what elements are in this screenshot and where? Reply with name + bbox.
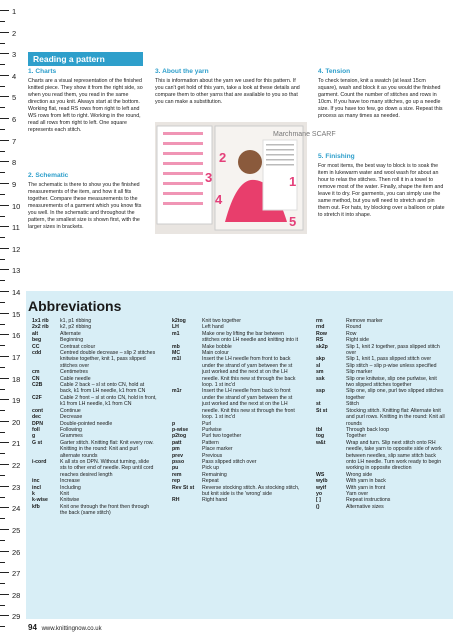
abbreviation-definition: Knit xyxy=(60,490,69,497)
abbreviation-term: DPN xyxy=(32,420,43,427)
abbreviation-definition: Cable 2 back – sl st onto CN, hold at back, k1 from LH needle, k1 from CN xyxy=(60,382,146,395)
abbreviation-definition: Double-pointed needle xyxy=(60,420,113,427)
abbreviation-row xyxy=(32,504,157,517)
ruler-number: 7 xyxy=(12,137,17,146)
ruler-tick xyxy=(0,194,5,195)
ruler-tick xyxy=(0,10,9,11)
abbreviation-definition: Row xyxy=(346,330,357,337)
abbreviation-definition: Contrast colour xyxy=(60,343,96,350)
abbreviation-term: 2x2 rib xyxy=(32,324,49,331)
abbreviation-definition: Repeat instructions xyxy=(346,497,391,504)
abbreviation-term: dec xyxy=(32,414,41,421)
abbreviation-definition: Purlwise xyxy=(202,426,222,433)
abbreviation-term: w&t xyxy=(316,439,326,446)
ruler-tick xyxy=(0,389,5,390)
ruler-number: 26 xyxy=(12,548,21,557)
ruler-number: 25 xyxy=(12,526,21,535)
abbreviation-term: alt xyxy=(32,330,39,337)
abbreviation-term: RH xyxy=(172,497,180,504)
abbreviation-term: prev xyxy=(172,452,183,459)
ruler-tick xyxy=(0,562,5,563)
ruler-tick xyxy=(0,280,5,281)
abbreviation-definition: Pattern xyxy=(202,439,219,446)
abbreviation-definition: Left hand xyxy=(202,324,224,331)
ruler-tick xyxy=(0,334,9,335)
ruler-tick xyxy=(0,183,9,184)
ruler-number: 11 xyxy=(12,223,20,232)
abbreviation-definition: Repeat xyxy=(202,478,219,485)
pattern-page-image xyxy=(155,122,336,234)
abbreviation-term: p2tog xyxy=(172,433,187,440)
ruler-tick xyxy=(0,464,9,465)
abbreviation-term: incl xyxy=(32,484,41,491)
abbreviation-term: C2B xyxy=(32,382,43,389)
abbreviation-term: G st xyxy=(32,439,43,446)
svg-text:1: 1 xyxy=(289,174,297,189)
abbreviation-term: LH xyxy=(172,324,179,331)
abbreviation-definition: Garter stitch. Knitting flat: Knit every row. Knitting in the round: Knit and purl alternate rounds xyxy=(60,439,154,459)
abbreviation-term: rep xyxy=(172,478,181,485)
ruler-number: 20 xyxy=(12,418,21,427)
ruler-tick xyxy=(0,216,5,217)
ruler-tick xyxy=(0,32,9,33)
ruler-tick xyxy=(0,345,5,346)
abbreviation-row xyxy=(316,408,446,427)
finishing-section xyxy=(318,153,446,219)
ruler-number: 14 xyxy=(12,288,21,297)
abbreviation-definition: Slip one knitwise, slip one purlwise, knit two slipped stitches together xyxy=(346,375,437,389)
ruler-tick xyxy=(0,205,9,206)
ruler-tick xyxy=(0,442,9,443)
abbreviation-term: m1r xyxy=(172,388,182,395)
ruler-number: 28 xyxy=(12,591,21,600)
abbreviation-term: i-cord xyxy=(32,458,47,465)
abbreviation-term: g xyxy=(32,433,36,440)
abbreviation-definition: Place marker xyxy=(202,446,233,453)
ruler-number: 19 xyxy=(12,396,21,405)
abbreviations-title: Abbreviations xyxy=(28,298,122,314)
ruler-tick xyxy=(0,572,9,573)
ruler-tick xyxy=(0,21,5,22)
abbreviation-row xyxy=(172,331,300,344)
ruler-tick xyxy=(0,432,5,433)
footer-url: www.knittingnow.co.uk xyxy=(41,626,102,632)
ruler-tick xyxy=(0,86,5,87)
ruler-tick xyxy=(0,507,9,508)
ruler-tick xyxy=(0,118,9,119)
abbreviations-column-2 xyxy=(172,318,300,504)
ruler-tick xyxy=(0,291,9,292)
ruler-number: 15 xyxy=(12,310,21,319)
finishing-heading: 5. Finishing xyxy=(318,153,355,160)
abbreviation-row xyxy=(316,504,446,510)
abbreviation-row xyxy=(172,388,300,420)
abbreviation-definition: Centred double decrease – slip 2 stitches knitwise together, knit 1, pass slipped stitches over xyxy=(60,350,156,369)
ruler-tick xyxy=(0,421,9,422)
abbreviation-term: inc xyxy=(32,478,40,485)
abbreviation-definition: Decrease xyxy=(60,414,83,421)
abbreviation-definition: Wrong side xyxy=(346,471,373,478)
charts-body: Charts are a visual representation of the finished knitted piece. They show it from the right side, so when you read them, you read in the same direction as you knit. Always start at the bottom. Working flat, read RS rows from right to left and WS rows from left to right. Working in the round, read all rows from right to left. One square represents each stitch. xyxy=(28,78,143,133)
abbreviation-term: rem xyxy=(172,471,182,478)
abbreviation-definition: Continue xyxy=(60,407,81,414)
ruler-number: 22 xyxy=(12,461,21,470)
abbreviation-term: C2F xyxy=(32,394,42,401)
abbreviation-term: cont xyxy=(32,407,43,414)
abbreviation-definition: Slip marker xyxy=(346,369,373,376)
abbreviation-term: cdd xyxy=(32,350,42,357)
abbreviation-definition: Centimetres xyxy=(60,369,88,376)
abbreviation-term: CC xyxy=(32,343,40,350)
abbreviation-row xyxy=(32,440,157,459)
abbreviation-term: Row xyxy=(316,330,327,337)
ruler-number: 24 xyxy=(12,504,21,513)
ruler-tick xyxy=(0,226,9,227)
tension-heading: 4. Tension xyxy=(318,68,351,75)
abbreviation-term: rm xyxy=(316,318,323,324)
abbreviation-definition: Right hand xyxy=(202,497,228,504)
abbreviation-term: k-wise xyxy=(32,497,48,504)
abbreviation-definition: Cable needle xyxy=(60,375,91,382)
abbreviation-row xyxy=(316,388,446,401)
ruler-tick xyxy=(0,356,9,357)
abbreviation-term: RS xyxy=(316,337,324,344)
ruler-number: 17 xyxy=(12,353,21,362)
abbreviation-term: tbl xyxy=(316,426,323,433)
abbreviation-term: beg xyxy=(32,337,42,344)
abbreviation-definition: Insert the LH needle from front to back under the strand of yarn between the st just worked and the next st on the LH needle. Knit this new st through the back loop. 1 st inc'd xyxy=(202,356,296,389)
abbreviation-definition: Stocking stitch. Knitting flat: Alternate knit and purl rows. Knitting in the round: Knit all rounds xyxy=(346,407,445,427)
abbreviation-definition: Previous xyxy=(202,452,223,459)
abbreviation-row xyxy=(32,350,157,369)
ruler-tick xyxy=(0,410,5,411)
ruler-tick xyxy=(0,324,5,325)
abbreviation-term: patt xyxy=(172,439,182,446)
abbreviation-term: Rev St st xyxy=(172,484,195,491)
abbreviation-definition: k1, p1 ribbing xyxy=(60,318,92,324)
abbreviation-definition: Purl xyxy=(202,420,212,427)
ruler-tick xyxy=(0,43,5,44)
ruler-tick xyxy=(0,269,9,270)
abbreviation-row xyxy=(316,376,446,389)
abbreviation-term: k xyxy=(32,490,35,497)
ruler-number: 5 xyxy=(12,93,17,102)
abbreviation-definition: With yarn in back xyxy=(346,478,386,485)
ruler-number: 18 xyxy=(12,375,21,384)
abbreviation-row xyxy=(172,485,300,498)
abbreviation-term: skp xyxy=(316,356,325,363)
ruler-tick xyxy=(0,172,5,173)
abbreviation-term: m1 xyxy=(172,330,180,337)
abbreviation-row xyxy=(32,459,157,478)
ruler-number: 16 xyxy=(12,331,21,340)
ruler-number: 27 xyxy=(12,569,21,578)
ruler-tick xyxy=(0,583,5,584)
abbreviation-term: ssp xyxy=(316,388,325,395)
abbreviation-term: wyif xyxy=(316,484,327,491)
abbreviation-definition: With yarn in front xyxy=(346,484,386,491)
abbreviation-term: MC xyxy=(172,350,181,357)
ruler-tick xyxy=(0,129,5,130)
abbreviation-term: p xyxy=(172,420,176,427)
yarn-heading: 3. About the yarn xyxy=(155,68,209,75)
abbreviation-definition: Beginning xyxy=(60,337,84,344)
abbreviation-definition: Slip stitch – slip p-wise unless specified xyxy=(346,362,437,369)
ruler-number: 2 xyxy=(12,29,17,38)
abbreviation-definition: Right side xyxy=(346,337,370,344)
page-ruler xyxy=(0,0,24,640)
abbreviation-term: k2tog xyxy=(172,318,186,324)
ruler-tick xyxy=(0,64,5,65)
image-caption: Marchmane SCARF xyxy=(273,131,336,138)
abbreviation-definition: Remove marker xyxy=(346,318,383,324)
abbreviation-definition: Round xyxy=(346,324,362,331)
abbreviation-term: () xyxy=(316,503,320,510)
abbreviation-term: yo xyxy=(316,490,323,497)
abbreviation-definition: Following xyxy=(60,426,82,433)
abbreviation-definition: Alternative sizes xyxy=(346,503,384,510)
abbreviation-definition: Stitch xyxy=(346,401,359,408)
ruler-tick xyxy=(0,313,9,314)
abbreviation-term: foll xyxy=(32,426,40,433)
ruler-tick xyxy=(0,605,5,606)
abbreviation-term: mb xyxy=(172,343,180,350)
ruler-tick xyxy=(0,615,9,616)
section-title: Reading a pattern xyxy=(28,52,143,66)
abbreviation-term: sl xyxy=(316,362,321,369)
abbreviation-definition: Make bobble xyxy=(202,343,232,350)
ruler-number: 10 xyxy=(12,202,21,211)
abbreviation-definition: Wrap and turn. Slip next stitch onto RH needle, take yarn to opposite side of work between needles, slip same stitch back onto LH needle. Turn work ready to begin working in opposite direction xyxy=(346,439,442,472)
svg-text:2: 2 xyxy=(219,150,227,165)
abbreviation-term: St st xyxy=(316,407,328,414)
ruler-tick xyxy=(0,161,9,162)
ruler-number: 21 xyxy=(12,439,21,448)
abbreviation-row xyxy=(32,395,157,408)
finishing-body: For most items, the best way to block is to soak the item in lukewarm water and wool wash for about an hour to relax the stitches. Then roll it in a towel to remove most of the water. Finally, shape the item and leave it to dry. For garments, you can simply use the same method, but you will need to stretch and pin them out. For hats, try blocking over a balloon or plate to stretch it into shape. xyxy=(318,163,445,218)
schematic-section xyxy=(28,172,146,231)
abbreviation-definition: Alternate xyxy=(60,330,81,337)
abbreviation-definition: Through back loop xyxy=(346,426,389,433)
yarn-section xyxy=(155,68,305,106)
ruler-tick xyxy=(0,259,5,260)
abbreviation-definition: Grammes xyxy=(60,433,83,440)
abbreviation-definition: Pick up xyxy=(202,465,220,472)
abbreviation-definition: Knit two together xyxy=(202,318,241,324)
ruler-number: 29 xyxy=(12,612,21,621)
abbreviation-definition: Knitwise xyxy=(60,497,80,504)
ruler-number: 4 xyxy=(12,72,17,81)
abbreviation-definition: Increase xyxy=(60,478,80,485)
charts-section xyxy=(28,68,146,134)
ruler-tick xyxy=(0,497,5,498)
abbreviation-term: pu xyxy=(172,465,179,472)
ruler-tick xyxy=(0,529,9,530)
abbreviation-row xyxy=(32,382,157,395)
tension-body: To check tension, knit a swatch (at least 15cm square), wash and block it as you would the finished garment. Count the number of stitches and rows in 10cm. If you have too many stitches, go up a needle size. If you have too few, go down a size. Repeat this process as many times as needed. xyxy=(318,78,443,119)
yarn-body: This is information about the yarn we used for this pattern. If you can't get hold of this yarn, take a look at these details and compare them to other yarns that are available to you so that you can make a substitution. xyxy=(155,78,300,105)
ruler-tick xyxy=(0,107,5,108)
abbreviation-definition: Purl two together xyxy=(202,433,242,440)
ruler-tick xyxy=(0,151,5,152)
abbreviation-definition: k2, p2 ribbing xyxy=(60,324,92,331)
abbreviation-term: sm xyxy=(316,369,324,376)
abbreviation-term: CN xyxy=(32,375,40,382)
abbreviation-definition: Slip one, slip one, purl two slipped stitches together xyxy=(346,388,444,401)
svg-text:3: 3 xyxy=(205,170,213,185)
abbreviation-definition: K all sts on DPN. Without turning, slide sts to other end of needle. Rep until cord reaches desired length xyxy=(60,458,154,478)
abbreviation-definition: Slip 1, knit 2 together, pass slipped stitch over xyxy=(346,343,440,357)
abbreviation-term: st xyxy=(316,401,321,408)
abbreviation-definition: Knit one through the front then through the back (same stitch) xyxy=(60,503,150,517)
abbreviation-term: rnd xyxy=(316,324,325,331)
ruler-tick xyxy=(0,475,5,476)
ruler-number: 23 xyxy=(12,483,21,492)
abbreviation-definition: Insert the LH needle from back to front under the strand of yarn between the st just worked and the next st on the LH needle. Knit this new st through the front loop. 1 st inc'd xyxy=(202,388,295,421)
ruler-number: 3 xyxy=(12,50,17,59)
ruler-tick xyxy=(0,594,9,595)
abbreviation-term: wyib xyxy=(316,478,328,485)
ruler-number: 8 xyxy=(12,158,17,167)
schematic-body: The schematic is there to show you the finished measurements of the item, and how it all fits together. Compare these measurements to the measurements of a garment which you know fits you well. In the schematic and throughout the pattern, the smallest size is shown first, with the larger sizes in brackets. xyxy=(28,182,142,230)
abbreviation-term: 1x1 rib xyxy=(32,318,49,324)
abbreviation-term: p-wise xyxy=(172,426,189,433)
ruler-tick xyxy=(0,540,5,541)
abbreviation-term: ssk xyxy=(316,375,325,382)
ruler-tick xyxy=(0,53,9,54)
abbreviation-term: [ ] xyxy=(316,497,321,504)
svg-text:5: 5 xyxy=(289,214,297,229)
abbreviation-definition: Remaining xyxy=(202,471,227,478)
abbreviation-row xyxy=(316,440,446,472)
abbreviation-term: tog xyxy=(316,433,325,440)
ruler-tick xyxy=(0,96,9,97)
abbreviation-definition: Together xyxy=(346,433,367,440)
charts-heading: 1. Charts xyxy=(28,68,57,75)
page-footer xyxy=(28,623,102,632)
ruler-number: 6 xyxy=(12,115,17,124)
abbreviation-definition: Reverse stocking stitch. As stocking stitch, but knit side is the 'wrong' side xyxy=(202,484,300,497)
ruler-tick xyxy=(0,399,9,400)
ruler-number: 12 xyxy=(12,245,21,254)
ruler-tick xyxy=(0,453,5,454)
schematic-heading: 2. Schematic xyxy=(28,172,69,179)
ruler-tick xyxy=(0,302,5,303)
ruler-tick xyxy=(0,378,9,379)
ruler-number: 13 xyxy=(12,266,21,275)
abbreviation-definition: Make one by lifting the bar between stitches onto LH needle and knitting into it xyxy=(202,330,299,344)
ruler-tick xyxy=(0,248,9,249)
ruler-tick xyxy=(0,626,5,627)
abbreviations-column-1 xyxy=(32,318,157,517)
ruler-number: 1 xyxy=(12,7,17,16)
pattern-illustration xyxy=(155,122,336,234)
page-number: 94 xyxy=(28,623,37,632)
abbreviation-term: m1l xyxy=(172,356,181,363)
abbreviation-term: sk2p xyxy=(316,343,328,350)
abbreviation-definition: Yarn over xyxy=(346,490,369,497)
abbreviations-column-3 xyxy=(316,318,446,510)
abbreviation-definition: Pass slipped stitch over xyxy=(202,458,257,465)
svg-text:4: 4 xyxy=(215,192,223,207)
abbreviation-term: cm xyxy=(32,369,40,376)
ruler-tick xyxy=(0,237,5,238)
abbreviation-term: pm xyxy=(172,446,180,453)
abbreviation-definition: Cable 2 front – sl st onto CN, hold in front, k1 from LH needle, k1 from CN xyxy=(60,394,157,408)
ruler-tick xyxy=(0,518,5,519)
abbreviation-definition: Slip 1, knit 1, pass slipped stitch over xyxy=(346,356,432,363)
abbreviation-row xyxy=(316,344,446,357)
abbreviation-definition: Including xyxy=(60,484,81,491)
abbreviation-row xyxy=(172,356,300,388)
abbreviation-term: WS xyxy=(316,471,325,478)
ruler-tick xyxy=(0,140,9,141)
abbreviation-term: psso xyxy=(172,458,185,465)
abbreviation-term: kfb xyxy=(32,503,40,510)
tension-section xyxy=(318,68,446,120)
ruler-tick xyxy=(0,367,5,368)
abbreviation-row xyxy=(172,497,300,503)
ruler-tick xyxy=(0,486,9,487)
ruler-tick xyxy=(0,551,9,552)
abbreviation-definition: Main colour xyxy=(202,350,229,357)
ruler-tick xyxy=(0,75,9,76)
ruler-number: 9 xyxy=(12,180,17,189)
